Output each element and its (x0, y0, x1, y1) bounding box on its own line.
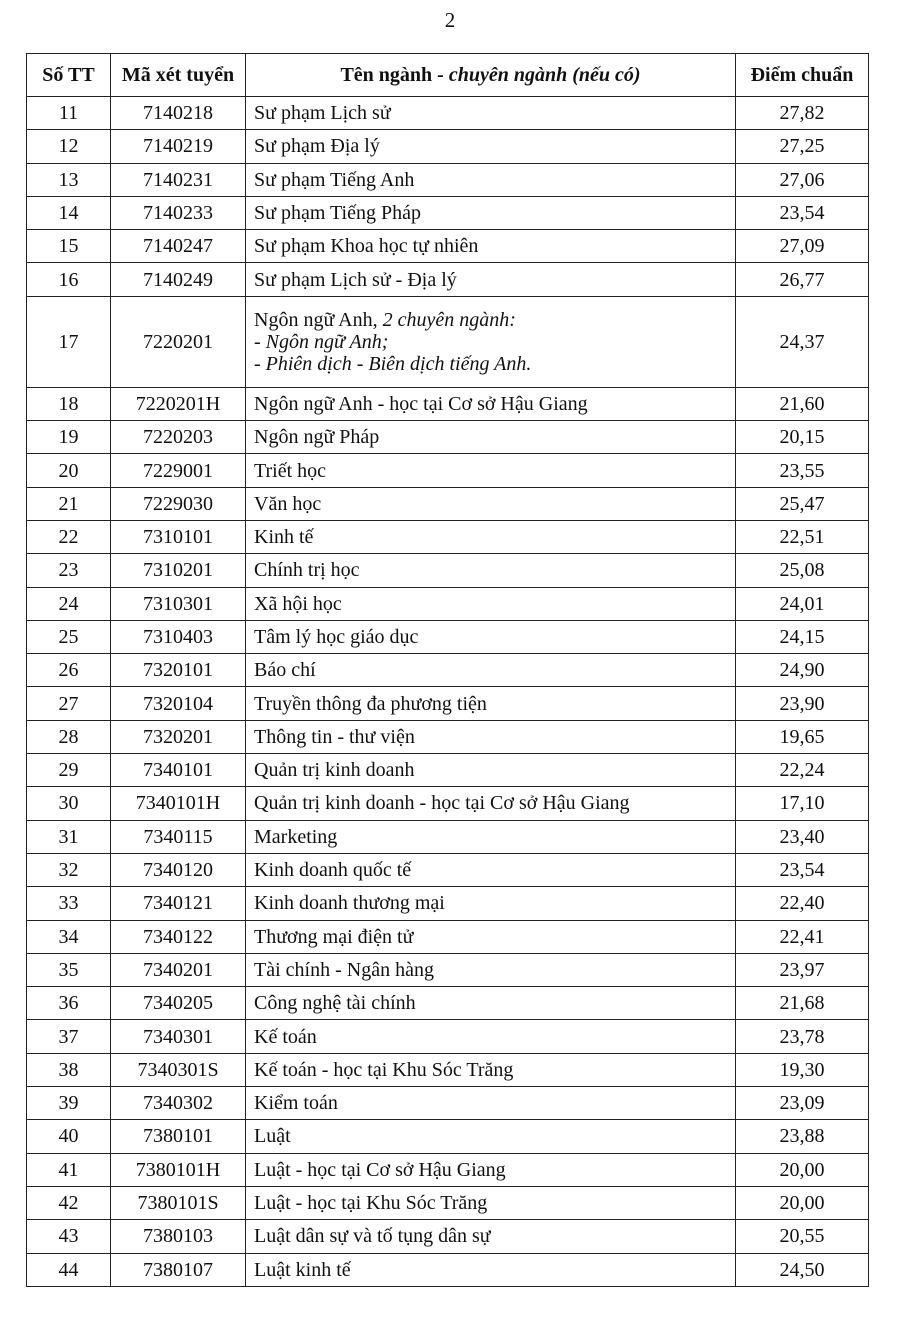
row-score: 23,55 (736, 454, 869, 487)
row-code: 7220201H (111, 387, 246, 420)
row-score: 22,41 (736, 920, 869, 953)
admission-scores-table (26, 53, 869, 1287)
row-score: 25,47 (736, 487, 869, 520)
row-name: Thông tin - thư viện (246, 720, 736, 753)
row-name: Công nghệ tài chính (246, 987, 736, 1020)
row-name: Marketing (246, 820, 736, 853)
row-subspecialty: - Ngôn ngữ Anh; (254, 330, 389, 353)
row-score: 20,15 (736, 421, 869, 454)
row-code: 7229030 (111, 487, 246, 520)
row-name: Xã hội học (246, 587, 736, 620)
row-stt: 38 (27, 1053, 111, 1086)
row-score: 20,55 (736, 1220, 869, 1253)
row-code: 7340120 (111, 853, 246, 886)
table-row (27, 1253, 869, 1286)
row-score: 23,54 (736, 853, 869, 886)
table-row (27, 853, 869, 886)
row-stt: 24 (27, 587, 111, 620)
row-score: 21,60 (736, 387, 869, 420)
row-name: Luật (246, 1120, 736, 1153)
row-code: 7340122 (111, 920, 246, 953)
table-row (27, 987, 869, 1020)
row-stt: 27 (27, 687, 111, 720)
row-name: Sư phạm Địa lý (246, 130, 736, 163)
row-stt: 34 (27, 920, 111, 953)
row-code: 7220201 (111, 296, 246, 387)
row-score: 22,51 (736, 520, 869, 553)
row-score: 23,78 (736, 1020, 869, 1053)
row-name: Truyền thông đa phương tiện (246, 687, 736, 720)
table-row (27, 687, 869, 720)
row-stt: 20 (27, 454, 111, 487)
row-score: 22,24 (736, 754, 869, 787)
table-row (27, 920, 869, 953)
row-stt: 44 (27, 1253, 111, 1286)
table-body (27, 97, 869, 1287)
row-code: 7340101H (111, 787, 246, 820)
table-row (27, 554, 869, 587)
table-row (27, 263, 869, 296)
row-code: 7140231 (111, 163, 246, 196)
row-stt: 33 (27, 887, 111, 920)
row-name: Sư phạm Tiếng Anh (246, 163, 736, 196)
row-name: Chính trị học (246, 554, 736, 587)
header-name (246, 54, 736, 97)
header-code: Mã xét tuyển (111, 54, 246, 97)
row-name: Luật - học tại Cơ sở Hậu Giang (246, 1153, 736, 1186)
row-score: 25,08 (736, 554, 869, 587)
row-score: 22,40 (736, 887, 869, 920)
row-stt: 18 (27, 387, 111, 420)
row-score: 27,82 (736, 97, 869, 130)
row-code: 7340301 (111, 1020, 246, 1053)
table-row (27, 1153, 869, 1186)
table-row (27, 654, 869, 687)
row-code: 7380101H (111, 1153, 246, 1186)
row-name: Luật - học tại Khu Sóc Trăng (246, 1186, 736, 1219)
row-name: Kinh tế (246, 520, 736, 553)
row-stt: 22 (27, 520, 111, 553)
row-name-main (254, 309, 727, 331)
table-row (27, 1120, 869, 1153)
row-code: 7340115 (111, 820, 246, 853)
row-stt: 16 (27, 263, 111, 296)
table-row (27, 520, 869, 553)
table-row (27, 953, 869, 986)
row-stt: 30 (27, 787, 111, 820)
row-name: Sư phạm Lịch sử (246, 97, 736, 130)
row-code: 7320201 (111, 720, 246, 753)
row-name: Tâm lý học giáo dục (246, 620, 736, 653)
row-score: 20,00 (736, 1153, 869, 1186)
row-code: 7140219 (111, 130, 246, 163)
row-score: 23,09 (736, 1087, 869, 1120)
table-row (27, 1186, 869, 1219)
row-stt: 25 (27, 620, 111, 653)
row-score: 23,88 (736, 1120, 869, 1153)
row-name: Triết học (246, 454, 736, 487)
row-score: 24,37 (736, 296, 869, 387)
row-score: 24,15 (736, 620, 869, 653)
table-row (27, 720, 869, 753)
row-code: 7310301 (111, 587, 246, 620)
row-code: 7310101 (111, 520, 246, 553)
row-name: Kiểm toán (246, 1087, 736, 1120)
row-stt: 15 (27, 230, 111, 263)
row-name: Sư phạm Lịch sử - Địa lý (246, 263, 736, 296)
table-row (27, 163, 869, 196)
row-score: 23,40 (736, 820, 869, 853)
table-row (27, 754, 869, 787)
header-stt: Số TT (27, 54, 111, 97)
table-row (27, 296, 869, 387)
row-name: Văn học (246, 487, 736, 520)
row-code: 7220203 (111, 421, 246, 454)
row-name: Kinh doanh thương mại (246, 887, 736, 920)
row-score: 24,90 (736, 654, 869, 687)
table-row (27, 820, 869, 853)
row-code: 7140218 (111, 97, 246, 130)
row-stt: 11 (27, 97, 111, 130)
row-stt: 32 (27, 853, 111, 886)
header-score: Điểm chuẩn (736, 54, 869, 97)
row-name: Quản trị kinh doanh (246, 754, 736, 787)
row-name: Luật dân sự và tố tụng dân sự (246, 1220, 736, 1253)
row-code: 7310403 (111, 620, 246, 653)
row-score: 26,77 (736, 263, 869, 296)
row-stt: 13 (27, 163, 111, 196)
table-row (27, 487, 869, 520)
row-code: 7140249 (111, 263, 246, 296)
table-row (27, 454, 869, 487)
row-stt: 35 (27, 953, 111, 986)
row-score: 19,65 (736, 720, 869, 753)
table-row (27, 387, 869, 420)
table-row (27, 587, 869, 620)
row-name: Ngôn ngữ Anh - học tại Cơ sở Hậu Giang (246, 387, 736, 420)
row-name: Tài chính - Ngân hàng (246, 953, 736, 986)
row-code: 7340201 (111, 953, 246, 986)
table-row (27, 1087, 869, 1120)
header-name-italic: chuyên ngành (nếu có) (448, 64, 641, 86)
row-stt: 36 (27, 987, 111, 1020)
row-score: 27,25 (736, 130, 869, 163)
table-row (27, 620, 869, 653)
page-number: 2 (444, 8, 456, 32)
table-row (27, 97, 869, 130)
row-name: Kế toán - học tại Khu Sóc Trăng (246, 1053, 736, 1086)
row-stt: 14 (27, 196, 111, 229)
row-stt: 29 (27, 754, 111, 787)
row-stt: 37 (27, 1020, 111, 1053)
row-score: 20,00 (736, 1186, 869, 1219)
row-code: 7340205 (111, 987, 246, 1020)
row-stt: 21 (27, 487, 111, 520)
row-code: 7340101 (111, 754, 246, 787)
row-stt: 43 (27, 1220, 111, 1253)
row-name-italic: 2 chuyên ngành: (382, 308, 516, 331)
row-code: 7229001 (111, 454, 246, 487)
row-stt: 31 (27, 820, 111, 853)
row-stt: 12 (27, 130, 111, 163)
row-stt: 19 (27, 421, 111, 454)
row-name: Kinh doanh quốc tế (246, 853, 736, 886)
row-code: 7140233 (111, 196, 246, 229)
table-row (27, 887, 869, 920)
row-name (246, 296, 736, 387)
row-code: 7310201 (111, 554, 246, 587)
row-code: 7320104 (111, 687, 246, 720)
row-code: 7340302 (111, 1087, 246, 1120)
row-score: 17,10 (736, 787, 869, 820)
row-name: Quản trị kinh doanh - học tại Cơ sở Hậu Giang (246, 787, 736, 820)
row-stt: 41 (27, 1153, 111, 1186)
row-code: 7380101S (111, 1186, 246, 1219)
table-row (27, 1020, 869, 1053)
table-row (27, 787, 869, 820)
row-stt: 28 (27, 720, 111, 753)
table-row (27, 1053, 869, 1086)
row-score: 23,54 (736, 196, 869, 229)
row-score: 27,06 (736, 163, 869, 196)
row-name-text: Ngôn ngữ Anh, (254, 308, 383, 331)
row-name: Sư phạm Khoa học tự nhiên (246, 230, 736, 263)
row-stt: 17 (27, 296, 111, 387)
row-stt: 26 (27, 654, 111, 687)
row-score: 19,30 (736, 1053, 869, 1086)
row-score: 24,01 (736, 587, 869, 620)
table-row (27, 130, 869, 163)
table-header-row (27, 54, 869, 97)
table-row (27, 196, 869, 229)
row-score: 23,90 (736, 687, 869, 720)
table-row (27, 421, 869, 454)
row-code: 7380107 (111, 1253, 246, 1286)
row-name: Kế toán (246, 1020, 736, 1053)
row-code: 7320101 (111, 654, 246, 687)
row-code: 7380101 (111, 1120, 246, 1153)
row-name: Ngôn ngữ Pháp (246, 421, 736, 454)
table-row (27, 1220, 869, 1253)
row-subspecialty: - Phiên dịch - Biên dịch tiếng Anh. (254, 352, 532, 375)
header-name-main: Tên ngành - (340, 64, 449, 86)
row-stt: 40 (27, 1120, 111, 1153)
row-score: 24,50 (736, 1253, 869, 1286)
row-stt: 39 (27, 1087, 111, 1120)
row-name: Thương mại điện tử (246, 920, 736, 953)
row-code: 7140247 (111, 230, 246, 263)
table-row (27, 230, 869, 263)
row-score: 21,68 (736, 987, 869, 1020)
row-code: 7340121 (111, 887, 246, 920)
row-code: 7380103 (111, 1220, 246, 1253)
row-stt: 42 (27, 1186, 111, 1219)
row-score: 27,09 (736, 230, 869, 263)
row-score: 23,97 (736, 953, 869, 986)
row-name: Sư phạm Tiếng Pháp (246, 196, 736, 229)
row-name: Báo chí (246, 654, 736, 687)
row-code: 7340301S (111, 1053, 246, 1086)
row-name: Luật kinh tế (246, 1253, 736, 1286)
row-stt: 23 (27, 554, 111, 587)
